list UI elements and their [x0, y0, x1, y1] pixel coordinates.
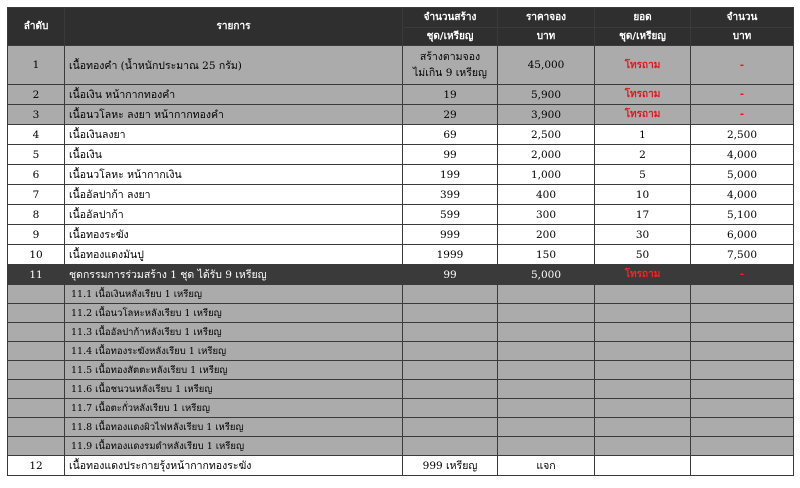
subheader-amount: บาท [691, 28, 794, 46]
row-item: เนื้ออัลปาก้า [65, 205, 403, 225]
row-no: 1 [8, 46, 65, 85]
row-price: 200 [498, 225, 595, 245]
row-no: 10 [8, 245, 65, 265]
row-price: 2,500 [498, 125, 595, 145]
subheader-qty: ชุด/เหรียญ [403, 28, 498, 46]
header-no: ลำดับ [8, 8, 65, 46]
sub-item: 11.1 เนื้อเงินหลังเรียบ 1 เหรียญ [65, 285, 403, 304]
row-no: 9 [8, 225, 65, 245]
row-amount: - [691, 105, 794, 125]
subheader-total: ชุด/เหรียญ [595, 28, 691, 46]
row-item: เนื้อทองคำ (น้ำหนักประมาณ 25 กรัม) [65, 46, 403, 85]
sub-item: 11.2 เนื้อนวโลหะหลังเรียบ 1 เหรียญ [65, 304, 403, 323]
row-qty-line1: สร้างตามจอง [419, 51, 481, 63]
row-amount [691, 456, 794, 476]
sub-item-row [8, 342, 794, 361]
row-item: เนื้อเงิน หน้ากากทองคำ [65, 85, 403, 105]
row-total [595, 456, 691, 476]
row-price: 2,000 [498, 145, 595, 165]
table-row [8, 105, 794, 125]
table-row [8, 85, 794, 105]
row-total: โทรถาม [595, 265, 691, 285]
sub-item: 11.7 เนื้อตะกั่วหลังเรียบ 1 เหรียญ [65, 399, 403, 418]
row-amount: 4,000 [691, 185, 794, 205]
row-item: เนื้อทองแดงประกายรุ้งหน้ากากทองระฆัง [65, 456, 403, 476]
table-row [8, 185, 794, 205]
header-qty: จำนวนสร้าง [403, 8, 498, 28]
row-price: 5,000 [498, 265, 595, 285]
row-qty: 99 [403, 145, 498, 165]
table-row [8, 145, 794, 165]
sub-item: 11.6 เนื้อชนวนหลังเรียบ 1 เหรียญ [65, 380, 403, 399]
sub-item-row [8, 437, 794, 456]
table-row [8, 245, 794, 265]
row-item: เนื้อนวโลหะ หน้ากากเงิน [65, 165, 403, 185]
row-no: 4 [8, 125, 65, 145]
row-item: เนื้อนวโลหะ ลงยา หน้ากากทองคำ [65, 105, 403, 125]
sub-item-row [8, 285, 794, 304]
row-price: แจก [498, 456, 595, 476]
sub-item-row [8, 380, 794, 399]
table-row [8, 125, 794, 145]
sub-item: 11.5 เนื้อทองสัตตะหลังเรียบ 1 เหรียญ [65, 361, 403, 380]
row-item: เนื้อทองแดงมันปู [65, 245, 403, 265]
sub-item-row [8, 418, 794, 437]
sub-item: 11.4 เนื้อทองระฆังหลังเรียบ 1 เหรียญ [65, 342, 403, 361]
row-item: เนื้อทองระฆัง [65, 225, 403, 245]
row-price: 300 [498, 205, 595, 225]
row-qty: 199 [403, 165, 498, 185]
row-no: 5 [8, 145, 65, 165]
row-price: 400 [498, 185, 595, 205]
row-total: โทรถาม [595, 105, 691, 125]
row-item: เนื้ออัลปาก้า ลงยา [65, 185, 403, 205]
table-row-highlight [8, 265, 794, 285]
row-price: 150 [498, 245, 595, 265]
row-qty: 999 เหรียญ [403, 456, 498, 476]
row-amount: 7,500 [691, 245, 794, 265]
sub-item-row [8, 399, 794, 418]
row-amount: 2,500 [691, 125, 794, 145]
row-item: ชุดกรรมการร่วมสร้าง 1 ชุด ได้รับ 9 เหรียญ [65, 265, 403, 285]
row-price: 45,000 [498, 46, 595, 85]
row-qty: 399 [403, 185, 498, 205]
header-amount: จำนวน [691, 8, 794, 28]
row-amount: - [691, 46, 794, 85]
row-amount: 6,000 [691, 225, 794, 245]
row-total: 5 [595, 165, 691, 185]
row-qty: 69 [403, 125, 498, 145]
header-item: รายการ [65, 8, 403, 46]
row-qty: 99 [403, 265, 498, 285]
header-total: ยอด [595, 8, 691, 28]
row-item: เนื้อเงิน [65, 145, 403, 165]
header-price: ราคาจอง [498, 8, 595, 28]
row-total: 1 [595, 125, 691, 145]
sub-item: 11.8 เนื้อทองแดงผิวไฟหลังเรียบ 1 เหรียญ [65, 418, 403, 437]
row-no: 6 [8, 165, 65, 185]
row-total: โทรถาม [595, 85, 691, 105]
sub-item-row [8, 361, 794, 380]
row-qty: 999 [403, 225, 498, 245]
row-no: 7 [8, 185, 65, 205]
row-price: 1,000 [498, 165, 595, 185]
row-amount: - [691, 85, 794, 105]
table-row [8, 456, 794, 476]
row-total: โทรถาม [595, 46, 691, 85]
table-row [8, 165, 794, 185]
table-row [8, 46, 794, 85]
row-qty: 29 [403, 105, 498, 125]
row-qty: 599 [403, 205, 498, 225]
table-row [8, 205, 794, 225]
sub-item-row [8, 323, 794, 342]
sub-item: 11.3 เนื้ออัลปาก้าหลังเรียบ 1 เหรียญ [65, 323, 403, 342]
row-amount: 5,100 [691, 205, 794, 225]
row-no: 11 [8, 265, 65, 285]
row-no: 8 [8, 205, 65, 225]
row-no: 2 [8, 85, 65, 105]
row-price: 5,900 [498, 85, 595, 105]
subheader-price: บาท [498, 28, 595, 46]
row-total: 50 [595, 245, 691, 265]
row-amount: 5,000 [691, 165, 794, 185]
sub-item: 11.9 เนื้อทองแดงรมดำหลังเรียบ 1 เหรียญ [65, 437, 403, 456]
row-amount: 4,000 [691, 145, 794, 165]
row-qty [403, 46, 498, 85]
order-table [7, 7, 794, 476]
row-qty: 1999 [403, 245, 498, 265]
row-qty: 19 [403, 85, 498, 105]
row-total: 30 [595, 225, 691, 245]
row-total: 17 [595, 205, 691, 225]
row-price: 3,900 [498, 105, 595, 125]
table-row [8, 225, 794, 245]
row-item: เนื้อเงินลงยา [65, 125, 403, 145]
row-no: 12 [8, 456, 65, 476]
sub-item-row [8, 304, 794, 323]
row-qty-line2: ไม่เกิน 9 เหรียญ [413, 67, 487, 79]
row-total: 10 [595, 185, 691, 205]
row-amount: - [691, 265, 794, 285]
row-no: 3 [8, 105, 65, 125]
row-total: 2 [595, 145, 691, 165]
